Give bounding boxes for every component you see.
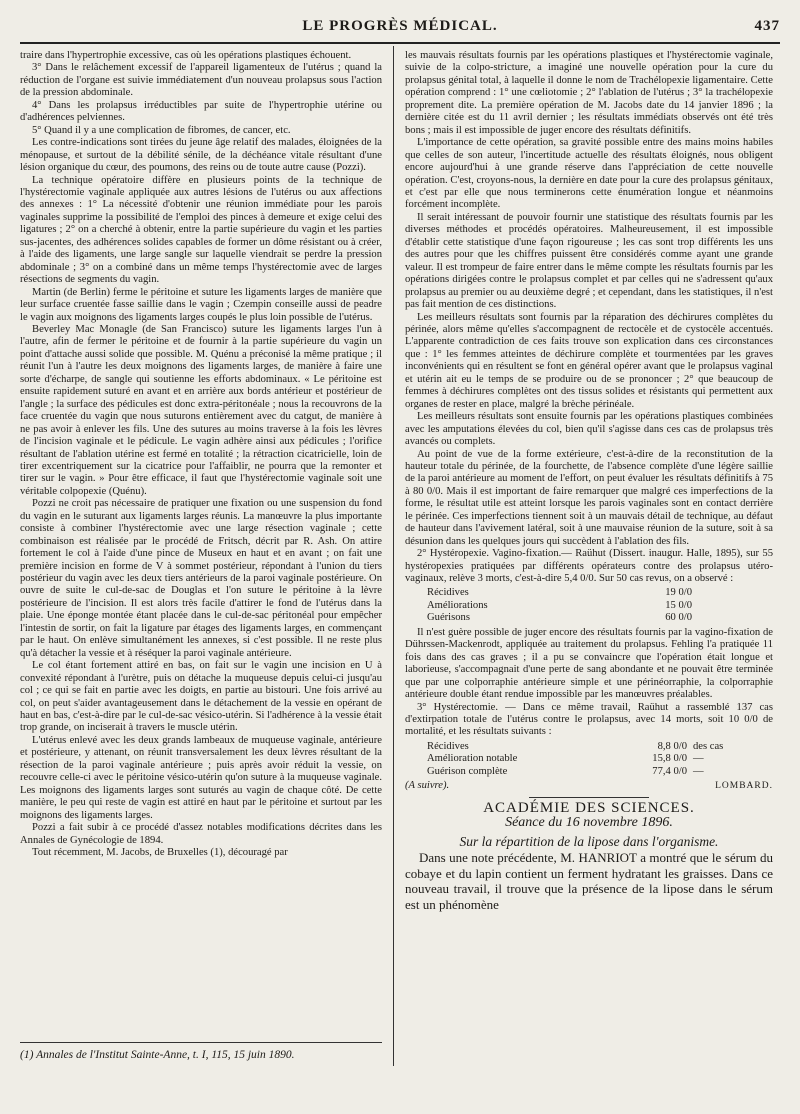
paragraph: Pozzi a fait subir à ce procédé d'assez notables modifications décrites dans les Annales de Gynécologie de 1894. xyxy=(20,822,382,846)
left-column xyxy=(20,50,382,859)
paragraph: les mauvais résultats fournis par les opérations plastiques et l'hystérectomie vaginale, suivie de la colpo-stricture, a imaginé une nouvelle opération pour la cure du prolapsus génital total, à laquelle il donne le nom de Trachélopexie ligamentaire. Cette opération comprend : 1° une cœliotomie ; 2° l'ablation de l'utérus ; 3° la trachélopexie proprement dite. La première opération de M. Jacobs date du 14 janvier 1896 ; la dernière citée est du 11 avril dernier ; les résultats immédiats observés ont été très bons ; mais il est impossible de juger encore des résultats définitifs. xyxy=(405,50,773,136)
results-row xyxy=(427,587,692,599)
page-number: 437 xyxy=(754,18,780,34)
running-head xyxy=(20,18,780,40)
results-value: 19 0/0 xyxy=(665,587,692,599)
paragraph: traire dans l'hypertrophie excessive, cas où les opérations plastiques échouent. xyxy=(20,50,352,61)
results-row xyxy=(427,600,692,612)
continuation-line xyxy=(405,780,773,792)
results-label: Amélioration notable xyxy=(427,753,518,765)
column-divider xyxy=(393,46,394,1066)
article-subject: Sur la répartition de la lipose dans l'organisme. xyxy=(459,833,719,849)
paragraph: Martin (de Berlin) ferme le péritoine et suture les ligaments larges de manière que leur surface cruentée fasse saillie dans le vagin ; Czempin conseille aussi de peadre le vagin aux moignons des ligaments larges coupés le plus loin possible de l'utérus. xyxy=(20,286,382,323)
paragraph: Beverley Mac Monagle (de San Francisco) suture les ligaments larges l'un à l'autre, afin de fermer le péritoine et de fournir à la partie supérieure du vagin un point d'attache aussi solide que possible. M. Quénu a préconisé la même pratique ; il réunit l'un à l'autre les deux moignons des ligaments larges, de manière à faire une sorte d'écharpe, de sangle qui soutienne les efforts abdominaux. « Le péritoine est ensuite rapidement suturé en avant et en arrière aux bords antérieur et postérieur de l'angle ; la surface des pédicules est donc extra-péritonéale ; nous la recouvrons de la face cruentée du vagin que nous suturons entièrement avec du catgut, de manière à ne pas avoir à enlever les fils. Une des sutures au moins traverse à la fois les lèvres de l'incision vaginale et le pédicule. Le vagin adhère ainsi aux pédicules ; l'orifice résultant de l'ablation utérine est fermé en totalité ; la rétraction cicatricielle, loin de tirer excentriquement sur la cicatrice pour l'affaiblir, ne pourra que la remonter et tirer sur le vagin. » Pour être efficace, il faut que l'hystérectomie vaginale soit une véritable colpopexie (Quénu). xyxy=(20,323,382,497)
results-row xyxy=(427,741,757,753)
paragraph: Pozzi ne croit pas nécessaire de pratiquer une fixation ou une suspension du fond du vagin en le suturant aux ligaments larges réunis. La manœuvre la plus importante consiste à combiner l'hystérectomie avec une large résection vaginale ; cette combinaison est réalisée par le procédé de Fritsch, décrit par R. Ash. On attire fortement le col à l'aide d'une pince de Museux en haut et en avant ; on fait une première incision en forme de V à sommet postérieur, répondant à l'union du tiers postérieur du vagin avec les deux tiers antérieurs de la paroi vaginale postérieure. On ouvre de suite le cul-de-sac de Douglas et l'on suture le péritoine à la lèvre postérieure de l'incision. Il est alors très facile d'attirer le fond de l'utérus dans la plaie. Une éponge montée étant placée dans le cul-de-sac péritonéal pour empêcher l'intestin de sortir, on fait la ligature par étages des ligaments larges, en commençant par le haut. On enlève simultanément les annexes, si c'est possible. Il ne reste plus qu'à détacher la vessie et à réséquer la paroi vaginale antérieure. xyxy=(20,498,382,659)
paragraph: La technique opératoire diffère en plusieurs points de la technique de l'hystérectomie vaginale appliquée aux autres lésions de l'utérus ou aux affections des annexes : 1° La nécessité d'obtenir une réunion immédiate pour les parois vaginales supprime la possibilité de l'emploi des pinces à demeure et exige celui des ligatures ; 2° on a cherché à obtenir, entre la partie supérieure du vagin et les parties sus-jacentes, des adhérences solides capables de former un dôme résistant ou à créer, à l'aide des ligaments, une large sangle sur laquelle viendrait se perdre la pression abdominale ; 3° on a combiné dans un même temps l'hystérectomie avec de larges résections de segments du vagin. xyxy=(20,174,382,286)
paragraph: 5° Quand il y a une complication de fibromes, de cancer, etc. xyxy=(32,124,291,136)
author-signature: LOMBARD. xyxy=(715,781,773,792)
paragraph: 3° Hystérectomie. — Dans ce même travail, Raühut a rassemblé 137 cas d'extirpation totale de l'utérus contre le prolapsus, avec 14 morts, soit 10 0/0 de mortalité, et les résultats suivants : xyxy=(405,701,773,738)
academy-body xyxy=(405,850,773,912)
paragraph: Les meilleurs résultats sont ensuite fournis par les opérations plastiques combinées avec les amputations élevées du col, bien qu'il s'agisse dans ces cas de prolapsus très avancés ou complets. xyxy=(405,411,773,448)
results-label: Améliorations xyxy=(427,599,488,611)
results-value: 60 0/0 xyxy=(665,612,692,624)
paragraph: Tout récemment, M. Jacobs, de Bruxelles (1), découragé par xyxy=(32,847,288,858)
session-date: Séance du 16 novembre 1896. xyxy=(505,815,673,831)
section-heading: ACADÉMIE DES SCIENCES. xyxy=(483,799,695,816)
results-label: Guérison complète xyxy=(427,765,508,777)
footnote: (1) Annales de l'Institut Sainte-Anne, t. I, 115, 15 juin 1890. xyxy=(20,1049,295,1061)
right-column xyxy=(405,50,773,912)
paragraph: 3° Dans le relâchement excessif de l'appareil ligamenteux de l'utérus ; quand la réduction de l'organe est suivie immédiatement d'un nouveau prolapsus sous l'action de la pression abdominale. xyxy=(20,62,382,99)
paragraph: L'utérus enlevé avec les deux grands lambeaux de muqueuse vaginale, antérieure et postérieure, y attenant, on réunit transversalement les deux lèvres résultant de la résection de la paroi vaginale antérieure ; puis après avoir réduit la vessie, on recouvre celle-ci avec le péritoine vésico-utérin qu'on suture à la muqueuse vaginale. Les moignons des ligaments larges sont suturés au vagin de chaque côté. De cette manière, le peu qui reste de vagin est attiré en haut par le péritoine et surtout par les moignons des ligaments larges. xyxy=(20,734,382,821)
paragraph: Les meilleurs résultats sont fournis par la réparation des déchirures complètes du périnée, alors même qu'elles s'accompagnent de rectocèle et de cystocèle accentués. L'apparente contradiction de ces faits trouve son explication dans ces circonstances que : 1° les femmes atteintes de déchirure complète et tourmentées par les graves inconvénients qui en résultent se font en général opérer avant que le prolapsus vaginal et utérin ait eu le temps de se produire ou de se prononcer ; 2° que beaucoup de femmes à déchirures complètes ont des tissus solides et résistants qui permettent aux organes de rester en place, malgré la brèche périnéale. xyxy=(405,311,773,410)
paragraph: Il n'est guère possible de juger encore des résultats fournis par la vagino-fixation de Dührssen-Mackenrodt, appliquée au traitement du prolapsus. Fehling l'a pratiquée 11 fois dans des cas graves ; il a pu se convaincre que l'opération était longue et laborieuse, s'accompagnait d'une perte de sang abondante et ne pouvait être terminée que par une colporraphie antérieure simple et une périnéorraphie, la colporraphie antérieure double étant rendue impossible par les manœuvres préalables. xyxy=(405,626,773,701)
paragraph: 2° Hystéropexie. Vagino-fixation.— Raühut (Dissert. inaugur. Halle, 1895), sur 55 hystéropexies pratiquées par différents opérateurs contre des prolapsus utéro-vaginaux, relève 3 morts, c'est-à-dire 5,4 0/0. Sur 50 cas revus, on a observé : xyxy=(405,548,773,585)
results-table-hysteropexie xyxy=(427,587,773,624)
footnote-rule xyxy=(20,1042,382,1043)
a-suivre: (A suivre). xyxy=(405,780,450,792)
results-row xyxy=(427,753,757,765)
journal-title: LE PROGRÈS MÉDICAL. xyxy=(302,18,498,34)
paragraph: Au point de vue de la forme extérieure, c'est-à-dire de la reconstitution de la hauteur totale du périnée, de la fourchette, de l'absence complète d'une légère saillie de la paroi antérieure au moment de l'effort, on peut évaluer les résultats définitifs à 75 à 80 0/0. Mais il est important de faire remarquer que malgré ces imperfections de la forme, le résultat utile est atteint lorsque les parois vaginales sont en contact derrière le périnée. Ces imperfections tiennent soit à un mauvais détail de technique, au défaut de hauteur dans l'avivement latéral, soit à une mauvaise réunion de la suture, soit à sa désunion dans les quelques jours qui succèdent à l'ablation des fils. xyxy=(405,448,773,547)
section-rule xyxy=(529,797,649,798)
results-value: 8,8 0/0 xyxy=(657,740,687,752)
paragraph: Il serait intéressant de pouvoir fournir une statistique des résultats fournis par les diverses méthodes et procédés opératoires. Malheureusement, il est impossible d'établir cette statistique d'une façon rigoureuse ; les cas sont trop différents les uns des autres pour que les chiffres puissent être considérés comme ayant une grande valeur. Il est trompeur de faire entrer dans le même compte les résultats fournis par les opérations dirigées contre le prolapsus complet et par celles qui ne s'adressent qu'aux prolapsus au premier ou au deuxième degré ; et cependant, dans les statistiques, il n'est pas fait mention de ces distinctions. xyxy=(405,211,773,311)
results-row xyxy=(427,766,757,778)
results-unit: — xyxy=(693,753,704,765)
results-value: 15 0/0 xyxy=(665,599,692,611)
results-label: Récidives xyxy=(427,587,469,599)
paragraph: Le col étant fortement attiré en bas, on fait sur le vagin une incision en U à convexité répondant à l'urètre, puis on détache la muqueuse depuis celui-ci jusqu'au col ; ce qui se fait en partie avec les doigts, en partie au bistouri. Une fois arrivé au col, on peut s'aider avantageusement dans le détachement de la vessie en opérant de haut en bas, c'est-à-dire par le cul-de-sac vésico-utérin. Si l'adhérence à la vessie était trop grande, on inciserait à travers le muscle utérin. xyxy=(20,660,382,734)
results-unit: des cas xyxy=(693,740,724,752)
paragraph: Dans une note précédente, M. HANRIOT a montré que le sérum du cobaye et du lapin contient un ferment hydratant les graisses. Dans ce nouveau travail, il trouve que la présence de la lipose dans le sérum est un phénomène xyxy=(405,850,773,912)
results-unit: — xyxy=(693,765,704,777)
results-table-hysterectomie xyxy=(427,741,773,778)
results-row xyxy=(427,612,692,624)
header-rule xyxy=(20,42,780,44)
results-value: 77,4 0/0 xyxy=(652,765,687,777)
paragraph: L'importance de cette opération, sa gravité possible entre des mains moins habiles que celles de son auteur, l'incertitude actuelle des résultats éloignés, nous obligent encore aujourd'hui à une grande réserve dans l'appréciation de cette nouvelle opération. C'est, croyons-nous, la dernière en date pour la cure des prolapsus génitaux, et c'est par elle que nous terminerons cette énumération longue et néanmoins forcément incomplète. xyxy=(405,137,773,211)
paragraph: 4° Dans les prolapsus irréductibles par suite de l'hypertrophie utérine ou d'adhérences pelviennes. xyxy=(20,99,382,124)
paragraph: Les contre-indications sont tirées du jeune âge relatif des malades, éloignées de la ménopause, et surtout de la débilité sénile, de la déchéance vitale résultant d'une lésion organique du cœur, des poumons, des reins ou de toute autre cause (Pozzi). xyxy=(20,137,382,174)
results-label: Guérisons xyxy=(427,612,470,624)
results-label: Récidives xyxy=(427,740,469,752)
results-value: 15,8 0/0 xyxy=(652,753,687,765)
